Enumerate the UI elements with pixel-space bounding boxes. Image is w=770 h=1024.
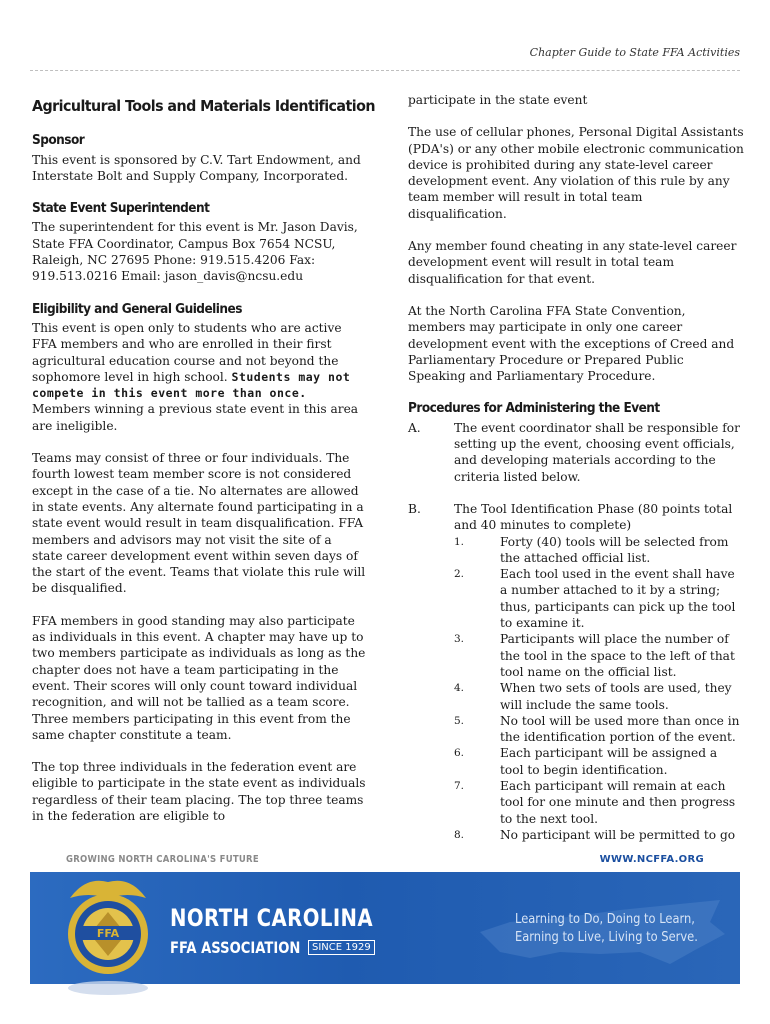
list-text: Forty (40) tools will be selected from the attached official list. <box>500 534 729 565</box>
procedures-heading: Procedures for Administering the Event <box>408 400 660 417</box>
list-item <box>454 745 744 778</box>
list-text: Participants will place the number of the tool in the space to the left of that tool name on the official list. <box>500 632 735 679</box>
footer-website-link[interactable]: WWW.NCFFA.ORG <box>599 854 704 865</box>
procedure-b-body <box>454 501 744 843</box>
sponsor-heading: Sponsor <box>32 132 85 149</box>
org-subname: FFA ASSOCIATION <box>170 938 301 957</box>
eligibility-text: This event is open only to students who are active FFA members and who are enrolled in their first agricultural education course and not beyond the sophomore level in high school. <box>32 320 342 384</box>
eligibility-paragraph-1 <box>32 320 366 434</box>
list-text: No tool will be used more than once in the identification portion of the event. <box>500 713 740 745</box>
ffa-emblem-icon <box>56 868 160 998</box>
list-number: 5. <box>454 714 465 727</box>
sponsor-text: This event is sponsored by C.V. Tart Endowment, and Interstate Bolt and Supply Company, Incorporated. <box>32 152 361 183</box>
convention-policy: At the North Carolina FFA State Convention, members may participate in only one career development event with the exceptions of Creed and Parliamentary Procedure or Prepared Public Speaking and Parliamentary Procedure. <box>408 303 735 384</box>
list-item <box>454 566 744 631</box>
list-number: 2. <box>454 568 465 581</box>
motto-line: Earning to Live, Living to Serve. <box>515 929 698 945</box>
procedure-letter: A. <box>408 420 421 435</box>
list-item <box>454 778 744 827</box>
continuation-text: participate in the state event <box>408 93 588 107</box>
list-item <box>454 534 744 567</box>
cheating-policy: Any member found cheating in any state-level career development event will result in total team disqualification for that event. <box>408 239 737 286</box>
eligibility-paragraph-4: The top three individuals in the federation event are eligible to participate in the state event as individuals regardless of their team placing. The top three teams in the federation are eligible to <box>32 760 366 823</box>
eligibility-text-end: Members winning a previous state event in this area are ineligible. <box>32 402 359 433</box>
list-number: 8. <box>454 828 465 841</box>
list-number: 3. <box>454 633 465 646</box>
list-text: When two sets of tools are used, they will include the same tools. <box>500 681 732 712</box>
list-item <box>454 713 744 746</box>
running-header: Chapter Guide to State FFA Activities <box>529 46 740 59</box>
procedure-text: The Tool Identification Phase (80 points total and 40 minutes to complete) <box>454 501 733 533</box>
eligibility-emphasis: Students may not compete in this event more than once. <box>32 369 351 401</box>
header-rule <box>30 70 740 71</box>
list-number: 6. <box>454 747 465 760</box>
procedure-text: The event coordinator shall be responsible for setting up the event, choosing event officials, and developing materials according to the criteria listed below. <box>454 420 740 484</box>
motto-line: Learning to Do, Doing to Learn, <box>515 911 695 927</box>
procedure-a <box>408 420 744 485</box>
emblem-text: FFA <box>96 927 120 940</box>
list-item <box>454 631 744 680</box>
superintendent-text: The superintendent for this event is Mr. Jason Davis, State FFA Coordinator, Campus Box 7654 NCSU, Raleigh, NC 27695 Phone: 919.515.4206 Fax: 919.513.0216 Email: jason_davis@ncsu.edu <box>32 220 358 284</box>
superintendent-heading: State Event Superintendent <box>32 200 210 217</box>
list-number: 7. <box>454 779 465 792</box>
list-text: Each tool used in the event shall have a number attached to it by a string; thus, participants can pick up the tool to examine it. <box>500 567 736 631</box>
motto <box>515 910 698 946</box>
procedure-letter: B. <box>408 501 421 516</box>
page-title: Agricultural Tools and Materials Identification <box>32 97 375 115</box>
eligibility-paragraph-3: FFA members in good standing may also participate as individuals in this event. A chapter may have up to two members participate as individuals as long as the chapter does not have a team participating in the event. Their scores will only count toward individual recognition, and will not be tallied as a team score. Three members participating in this event from the same chapter constitute a team. <box>32 613 366 742</box>
list-text: Each participant will be assigned a tool to begin identification. <box>500 746 718 777</box>
eligibility-heading: Eligibility and General Guidelines <box>32 300 242 317</box>
since-badge: SINCE 1929 <box>308 940 375 955</box>
footer-tagline: GROWING NORTH CAROLINA'S FUTURE <box>66 854 259 865</box>
org-name: NORTH CAROLINA <box>170 904 374 932</box>
list-text: Each participant will remain at each tool for one minute and then progress to the next tool. <box>500 778 736 826</box>
list-number: 1. <box>454 535 465 548</box>
left-column <box>32 92 375 840</box>
list-item <box>454 680 744 713</box>
eligibility-paragraph-2: Teams may consist of three or four individuals. The fourth lowest team member score is not considered except in the case of a tie. No alternates are allowed in state events. Any alternate found participating in a state event would result in team disqualification. FFA members and advisors may not visit the site of a state career development event within seven days of the start of the event. Teams that violate this rule will be disqualified. <box>32 451 366 596</box>
list-number: 4. <box>454 682 465 695</box>
cell-phone-policy: The use of cellular phones, Personal Digital Assistants (PDA's) or any other mobile electronic communication device is prohibited during any state-level career development event. Any violation of this rule by any team member will result in total team disqualification. <box>408 125 744 221</box>
list-text: No participant will be permitted to go <box>500 827 736 842</box>
list-item <box>454 827 744 843</box>
footer-strip <box>30 852 740 868</box>
procedure-b <box>408 501 744 843</box>
right-column <box>408 92 744 859</box>
